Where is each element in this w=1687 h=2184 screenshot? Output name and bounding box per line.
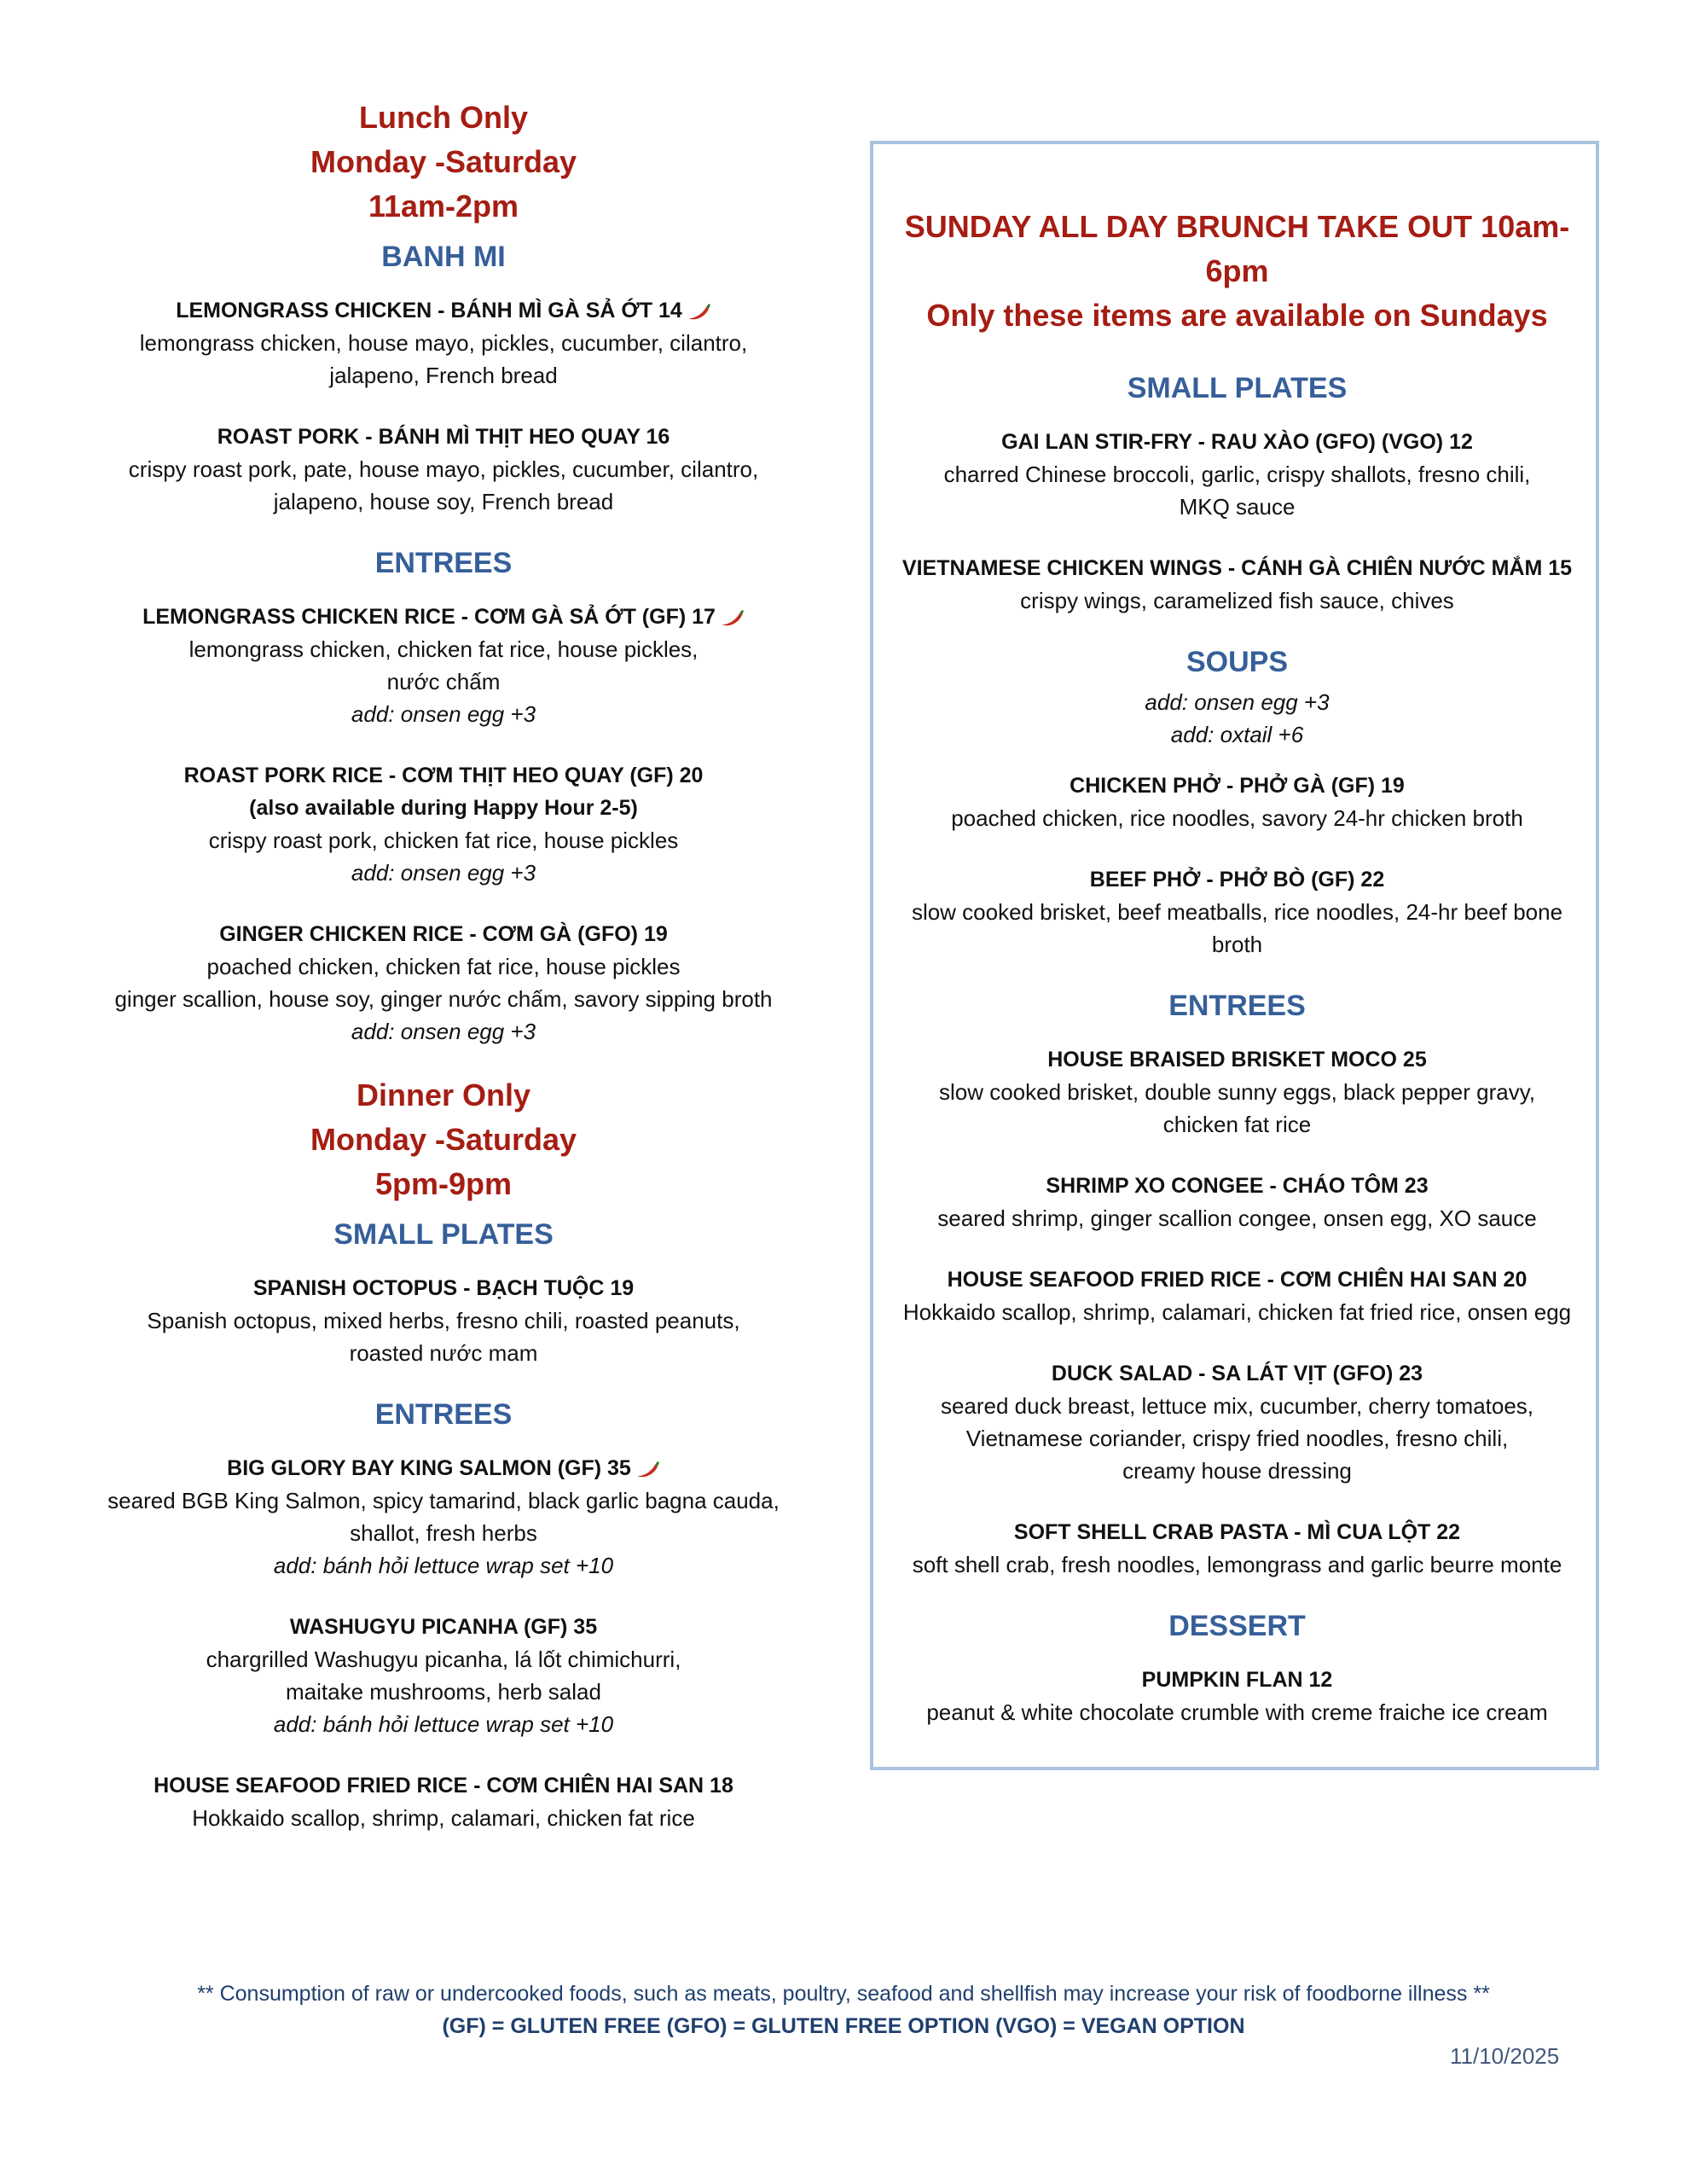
menu-item — [877, 552, 1597, 617]
item-name — [94, 601, 793, 633]
item-name — [877, 1263, 1597, 1296]
chili-pepper-icon — [686, 302, 711, 321]
menu-item — [877, 1043, 1597, 1141]
item-description: peanut & white chocolate crumble with creme fraiche ice cream — [926, 1699, 1548, 1725]
item-name — [877, 1357, 1597, 1390]
sunday-header — [877, 205, 1597, 338]
weekday-menu-column — [94, 96, 793, 1863]
section-title: ENTREES — [374, 547, 513, 579]
item-name — [94, 1769, 793, 1802]
item-name-text: ROAST PORK - BÁNH MÌ THỊT HEO QUAY 16 — [217, 425, 670, 449]
item-description: jalapeno, French bread — [329, 363, 558, 388]
section-title: DESSERT — [1168, 1610, 1306, 1642]
item-name — [877, 426, 1597, 458]
item-description: Hokkaido scallop, shrimp, calamari, chicken fat fried rice, onsen egg — [902, 1299, 1572, 1325]
item-addon: add: bánh hỏi lettuce wrap set +10 — [273, 1711, 614, 1737]
menu-item — [94, 759, 793, 889]
section-title: ENTREES — [1168, 990, 1306, 1022]
item-description: MKQ sauce — [1179, 494, 1296, 520]
header-line: Only these items are available on Sundays — [926, 298, 1548, 333]
item-name-text: SHRIMP XO CONGEE - CHÁO TÔM 23 — [1046, 1174, 1429, 1198]
item-name-text: CHICKEN PHỞ - PHỞ GÀ (GF) 19 — [1070, 774, 1405, 798]
menu-item — [877, 1170, 1597, 1234]
menu-item — [94, 1769, 793, 1834]
item-addon: add: onsen egg +3 — [351, 701, 536, 727]
item-description: chicken fat rice — [1162, 1112, 1312, 1137]
header-line: Monday -Saturday — [310, 144, 577, 179]
chili-pepper-icon — [635, 1460, 660, 1478]
item-name — [877, 552, 1597, 584]
item-addon: add: onsen egg +3 — [351, 860, 536, 886]
item-description: poached chicken, chicken fat rice, house pickles — [206, 954, 681, 979]
item-name — [877, 1170, 1597, 1202]
item-name — [94, 1272, 793, 1304]
item-name-text: HOUSE SEAFOOD FRIED RICE - CƠM CHIÊN HAI SAN 20 — [947, 1268, 1528, 1292]
item-description: poached chicken, rice noodles, savory 24-hr chicken broth — [951, 805, 1523, 831]
item-description: seared duck breast, lettuce mix, cucumber, cherry tomatoes, — [940, 1393, 1534, 1419]
lunch-sections — [94, 241, 793, 1048]
menu-item — [94, 294, 793, 392]
item-name — [94, 294, 793, 327]
dinner-header — [94, 1073, 793, 1206]
item-name-text: HOUSE SEAFOOD FRIED RICE - CƠM CHIÊN HAI SAN 18 — [154, 1774, 733, 1798]
item-name — [94, 1452, 793, 1484]
section-notes — [877, 686, 1597, 751]
item-name-text: LEMONGRASS CHICKEN - BÁNH MÌ GÀ SẢ ỚT 14 — [176, 299, 682, 322]
item-addon: add: onsen egg +3 — [351, 1019, 536, 1044]
section-title: SMALL PLATES — [1127, 372, 1348, 404]
item-description: soft shell crab, fresh noodles, lemongrass and garlic beurre monte — [912, 1552, 1562, 1577]
sunday-sections — [877, 372, 1597, 1728]
menu-item — [877, 1263, 1597, 1328]
item-name-text: LEMONGRASS CHICKEN RICE - CƠM GÀ SẢ ỚT (GF) 17 — [142, 605, 716, 629]
item-name-text: GINGER CHICKEN RICE - CƠM GÀ (GFO) 19 — [219, 922, 668, 946]
menu-item — [877, 1357, 1597, 1487]
chili-pepper-icon — [719, 608, 745, 627]
item-name — [877, 770, 1597, 802]
item-name-text: ROAST PORK RICE - CƠM THỊT HEO QUAY (GF) 20 — [183, 764, 704, 787]
item-description: creamy house dressing — [1122, 1458, 1352, 1484]
item-description: charred Chinese broccoli, garlic, crispy shallots, fresno chili, — [943, 462, 1531, 487]
item-name-text: PUMPKIN FLAN 12 — [1141, 1668, 1333, 1692]
item-name-text: BEEF PHỞ - PHỞ BÒ (GF) 22 — [1089, 868, 1385, 892]
item-description: Vietnamese coriander, crispy fried noodles, fresno chili, — [965, 1426, 1509, 1451]
item-description: seared BGB King Salmon, spicy tamarind, black garlic bagna cauda, — [107, 1488, 780, 1513]
item-description: ginger scallion, house soy, ginger nước chấm, savory sipping broth — [114, 986, 773, 1012]
item-name-text: HOUSE BRAISED BRISKET MOCO 25 — [1047, 1048, 1427, 1072]
header-line: Dinner Only — [356, 1077, 531, 1112]
item-name-text: DUCK SALAD - SA LÁT VỊT (GFO) 23 — [1051, 1362, 1423, 1385]
menu-item — [877, 426, 1597, 523]
item-name — [877, 1664, 1597, 1696]
footer — [0, 1978, 1687, 2042]
section-title: SMALL PLATES — [333, 1218, 554, 1251]
item-description: Hokkaido scallop, shrimp, calamari, chicken fat rice — [192, 1805, 695, 1831]
item-description: slow cooked brisket, double sunny eggs, black pepper gravy, — [938, 1079, 1536, 1105]
item-description: roasted nước mam — [349, 1340, 538, 1366]
menu-item — [94, 421, 793, 518]
item-name-text: BIG GLORY BAY KING SALMON (GF) 35 — [227, 1456, 631, 1480]
diet-legend: (GF) = GLUTEN FREE (GFO) = GLUTEN FREE OPTION (VGO) = VEGAN OPTION — [442, 2014, 1245, 2038]
item-description: jalapeno, house soy, French bread — [273, 489, 614, 514]
item-name — [94, 759, 793, 792]
section-title: BANH MI — [381, 241, 506, 273]
item-description: slow cooked brisket, beef meatballs, rice noodles, 24-hr beef bone — [911, 899, 1563, 925]
item-description: crispy roast pork, chicken fat rice, house pickles — [208, 828, 679, 853]
item-description: Spanish octopus, mixed herbs, fresno chili, roasted peanuts, — [147, 1308, 740, 1333]
item-name — [877, 863, 1597, 896]
header-line: 5pm-9pm — [374, 1166, 513, 1201]
item-name — [94, 918, 793, 950]
item-description: lemongrass chicken, chicken fat rice, house pickles, — [188, 636, 699, 662]
item-description: maitake mushrooms, herb salad — [286, 1679, 601, 1705]
item-name-text: WASHUGYU PICANHA (GF) 35 — [289, 1615, 598, 1639]
item-description: shallot, fresh herbs — [350, 1520, 537, 1546]
menu-item — [877, 1516, 1597, 1581]
item-name-text: VIETNAMESE CHICKEN WINGS - CÁNH GÀ CHIÊN NƯỚC MẮM 15 — [901, 556, 1573, 580]
section-note: add: onsen egg +3 — [1145, 689, 1330, 715]
menu-item — [94, 1611, 793, 1740]
item-name — [94, 421, 793, 453]
item-description: crispy wings, caramelized fish sauce, chives — [1020, 588, 1454, 613]
menu-item — [94, 601, 793, 730]
item-description: crispy roast pork, pate, house mayo, pickles, cucumber, cilantro, — [128, 456, 759, 482]
disclaimer-text: ** Consumption of raw or undercooked foods, such as meats, poultry, seafood and shellfish may increase your risk of foodborne illness ** — [197, 1982, 1490, 2006]
header-line: Monday -Saturday — [310, 1122, 577, 1157]
menu-item — [94, 1452, 793, 1582]
section-title: ENTREES — [374, 1398, 513, 1431]
menu-item — [877, 1664, 1597, 1728]
item-name-text: SPANISH OCTOPUS - BẠCH TUỘC 19 — [252, 1276, 635, 1300]
lunch-header — [94, 96, 793, 229]
item-description: chargrilled Washugyu picanha, lá lốt chimichurri, — [206, 1647, 681, 1672]
item-name — [877, 1516, 1597, 1548]
item-name — [94, 1611, 793, 1643]
item-description: lemongrass chicken, house mayo, pickles, cucumber, cilantro, — [139, 330, 748, 356]
menu-item — [877, 770, 1597, 834]
header-line: SUNDAY ALL DAY BRUNCH TAKE OUT 10am-6pm — [904, 209, 1570, 288]
header-line: 11am-2pm — [368, 189, 519, 224]
item-name-text: GAI LAN STIR-FRY - RAU XÀO (GFO) (VGO) 12 — [1001, 430, 1473, 454]
item-name — [877, 1043, 1597, 1076]
sunday-menu-column — [877, 205, 1597, 1757]
item-description: seared shrimp, ginger scallion congee, onsen egg, XO sauce — [937, 1205, 1537, 1231]
item-description: nước chấm — [386, 669, 501, 694]
header-line: Lunch Only — [359, 100, 528, 135]
item-description: broth — [1211, 932, 1263, 957]
menu-item — [94, 1272, 793, 1369]
menu-date: 11/10/2025 — [1450, 2043, 1560, 2069]
item-subnote: (also available during Happy Hour 2-5) — [249, 796, 638, 820]
dinner-sections — [94, 1218, 793, 1834]
item-addon: add: bánh hỏi lettuce wrap set +10 — [273, 1553, 614, 1578]
menu-item — [94, 918, 793, 1048]
section-note: add: oxtail +6 — [1170, 722, 1304, 747]
menu-item — [877, 863, 1597, 961]
item-name-text: SOFT SHELL CRAB PASTA - MÌ CUA LỘT 22 — [1013, 1520, 1461, 1544]
section-title: SOUPS — [1186, 646, 1289, 678]
